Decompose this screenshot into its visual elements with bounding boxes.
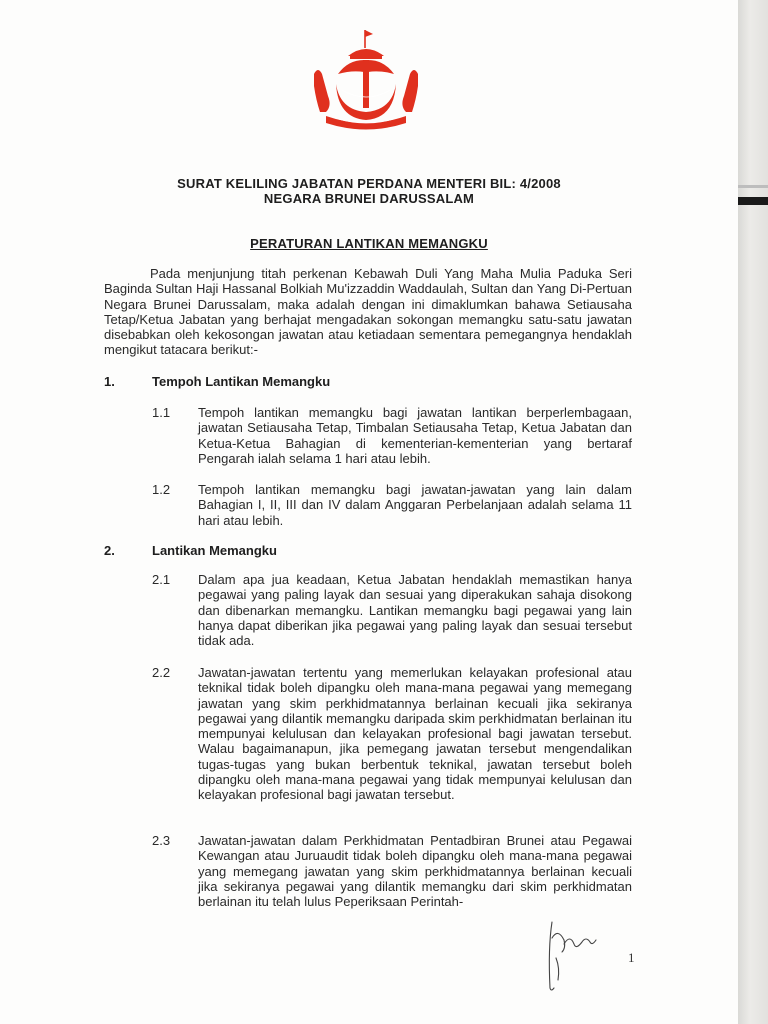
section-2-title: Lantikan Memangku — [152, 543, 277, 558]
clause-2-2-number: 2.2 — [152, 665, 171, 680]
section-2-number: 2. — [104, 543, 115, 558]
circular-number: SURAT KELILING JABATAN PERDANA MENTERI BIL: 4/2008 — [177, 176, 561, 191]
clause-2-3-number: 2.3 — [152, 833, 171, 848]
scan-edge — [738, 0, 768, 1024]
country-name: NEGARA BRUNEI DARUSSALAM — [263, 191, 475, 206]
clause-2-1-text: Dalam apa jua keadaan, Ketua Jabatan hendaklah memastikan hanya pegawai yang paling layak dan sesuai yang diperakukan sahaja disokong dan dibenarkan memangku. Lantikan memangku bagi pegawai yang lain hanya dapat diberikan jika pegawai yang paling layak dan sesuai tersebut tidak ada. — [198, 572, 632, 649]
document-title: PERATURAN LANTIKAN MEMANGKU — [250, 236, 488, 251]
handwritten-signature — [538, 918, 602, 994]
clause-1-2-text: Tempoh lantikan memangku bagi jawatan-jawatan yang lain dalam Bahagian I, II, III dan IV dalam Anggaran Perbelanjaan adalah selama 11 hari atau lebih. — [198, 482, 632, 528]
scan-edge-bar — [738, 197, 768, 205]
clause-2-1-number: 2.1 — [152, 572, 171, 587]
clause-1-1-text: Tempoh lantikan memangku bagi jawatan lantikan berperlembagaan, jawatan Setiausaha Tetap, Timbalan Setiausaha Tetap, Ketua Jabatan dan Ketua-Ketua Bahagian di kementerian-kementerian yang bertaraf Pengarah ialah selama 1 hari atau lebih. — [198, 405, 632, 466]
clause-1-2-number: 1.2 — [152, 482, 171, 497]
state-crest-icon — [308, 26, 424, 130]
scan-edge-line — [738, 185, 768, 188]
section-1-title: Tempoh Lantikan Memangku — [152, 374, 331, 389]
clause-1-1-number: 1.1 — [152, 405, 171, 420]
clause-2-3-text: Jawatan-jawatan dalam Perkhidmatan Pentadbiran Brunei atau Pegawai Kewangan atau Juruaudit tidak boleh dipangku oleh mana-mana pegawai yang memegang jawatan yang skim perkhidmatannya berlainan kecuali jika sekiranya pegawai yang dilantik memangku dari skim perkhidmatan berlainan itu telah lulus Peperiksaan Perintah- — [198, 833, 632, 910]
intro-paragraph: Pada menjunjung titah perkenan Kebawah Duli Yang Maha Mulia Paduka Seri Baginda Sultan Haji Hassanal Bolkiah Mu'izzaddin Waddaulah, Sultan dan Yang Di-Pertuan Negara Brunei Darussalam, maka adalah dengan ini dimaklumkan bahawa Setiausaha Tetap/Ketua Jabatan yang berhajat mengadakan sokongan memangku satu-satu jawatan disebabkan oleh kekosongan jawatan atau ketiadaan sementara pemegangnya hendaklah mengikut tatacara berikut:- — [104, 266, 632, 358]
section-1-number: 1. — [104, 374, 115, 389]
clause-2-2-text: Jawatan-jawatan tertentu yang memerlukan kelayakan profesional atau teknikal tidak boleh dipangku oleh mana-mana pegawai yang memegang jawatan yang skim perkhidmatannya berlainan kecuali jika sekiranya pegawai yang dilantik memangku daripada skim perkhidmatan berlainan itu mempunyai kelulusan dan kelayakan profesional bagi jawatan tersebut. Walau bagaimanapun, jika pemegang jawatan tersebut mengendalikan tugas-tugas yang bukan berbentuk teknikal, jawatan tersebut boleh dipangku oleh mana-mana pegawai yang tidak mempunyai kelulusan dan kelayakan profesional bagi jawatan tersebut. — [198, 665, 632, 803]
page-number: 1 — [628, 950, 635, 965]
